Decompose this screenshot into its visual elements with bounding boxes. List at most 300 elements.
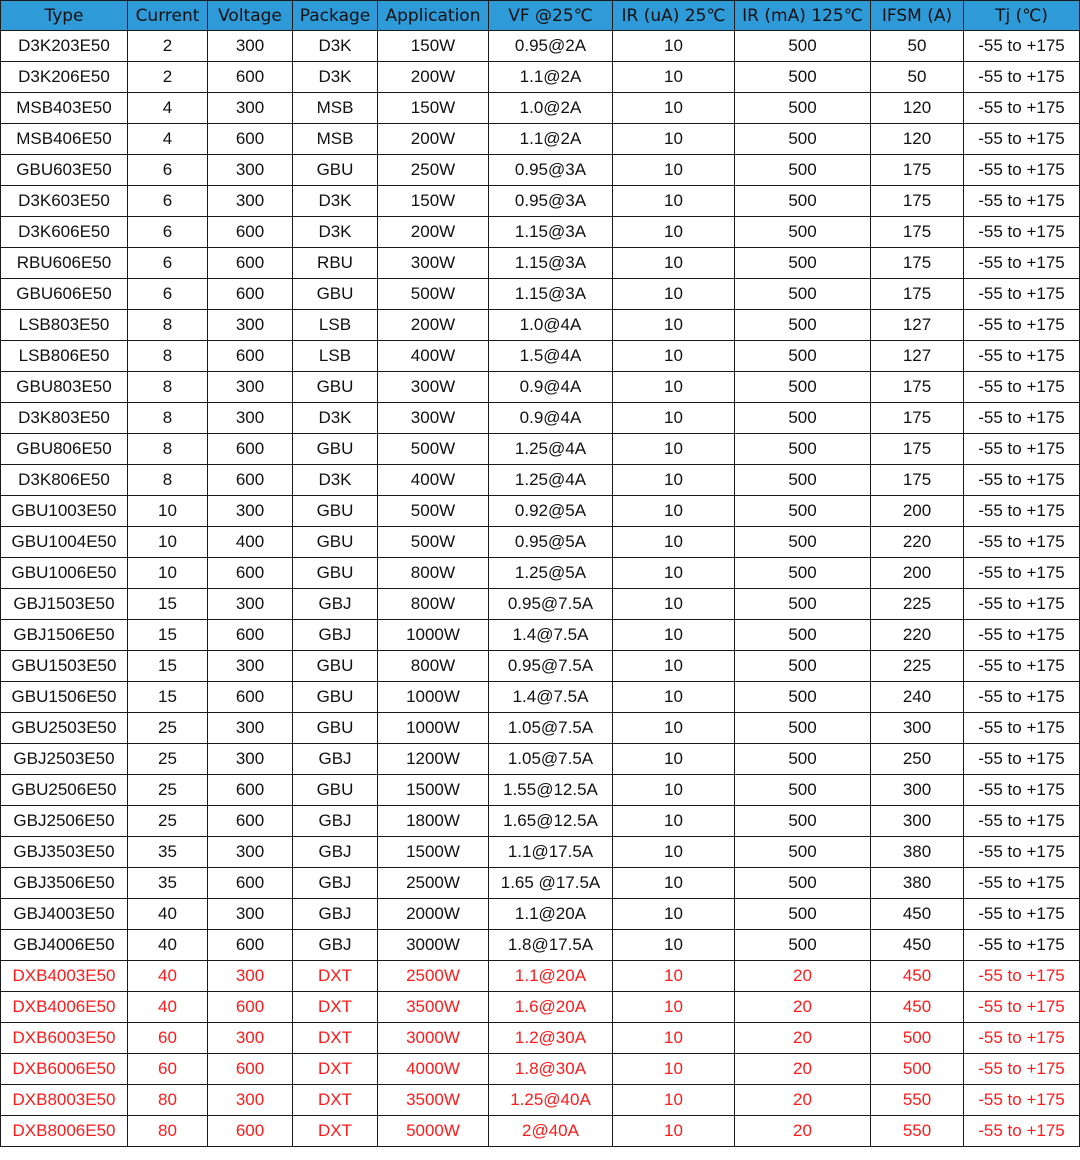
cell-ir-25c: 10: [613, 217, 735, 248]
cell-application: 3000W: [378, 1023, 489, 1054]
cell-type: LSB806E50: [1, 341, 128, 372]
cell-tj: -55 to +175: [964, 496, 1080, 527]
cell-ifsm: 175: [871, 434, 964, 465]
cell-tj: -55 to +175: [964, 682, 1080, 713]
cell-ir-25c: 10: [613, 496, 735, 527]
cell-tj: -55 to +175: [964, 1023, 1080, 1054]
cell-tj: -55 to +175: [964, 899, 1080, 930]
cell-tj: -55 to +175: [964, 1085, 1080, 1116]
cell-package: D3K: [293, 31, 378, 62]
cell-application: 1000W: [378, 713, 489, 744]
cell-ir-125c: 20: [735, 1085, 871, 1116]
cell-package: GBU: [293, 155, 378, 186]
cell-ir-125c: 500: [735, 527, 871, 558]
cell-type: DXB8003E50: [1, 1085, 128, 1116]
cell-ir-25c: 10: [613, 31, 735, 62]
cell-ir-25c: 10: [613, 186, 735, 217]
cell-vf: 1.1@20A: [489, 961, 613, 992]
cell-vf: 0.95@3A: [489, 186, 613, 217]
cell-vf: 0.9@4A: [489, 403, 613, 434]
cell-current: 6: [128, 155, 208, 186]
cell-vf: 1.8@30A: [489, 1054, 613, 1085]
cell-vf: 1.25@5A: [489, 558, 613, 589]
cell-ir-125c: 500: [735, 372, 871, 403]
cell-ifsm: 120: [871, 124, 964, 155]
cell-ir-125c: 500: [735, 837, 871, 868]
cell-current: 4: [128, 93, 208, 124]
cell-type: DXB4006E50: [1, 992, 128, 1023]
cell-voltage: 600: [208, 62, 293, 93]
table-row: [1, 992, 1080, 1023]
cell-ir-25c: 10: [613, 806, 735, 837]
header-current: Current: [128, 1, 208, 31]
cell-ir-125c: 500: [735, 62, 871, 93]
cell-vf: 1.65@12.5A: [489, 806, 613, 837]
cell-ifsm: 240: [871, 682, 964, 713]
cell-vf: 1.15@3A: [489, 248, 613, 279]
cell-application: 500W: [378, 496, 489, 527]
cell-type: MSB403E50: [1, 93, 128, 124]
cell-voltage: 300: [208, 899, 293, 930]
cell-ir-25c: 10: [613, 124, 735, 155]
cell-tj: -55 to +175: [964, 806, 1080, 837]
cell-ifsm: 450: [871, 992, 964, 1023]
cell-application: 150W: [378, 31, 489, 62]
cell-ir-25c: 10: [613, 403, 735, 434]
cell-type: GBU1004E50: [1, 527, 128, 558]
table-row: [1, 775, 1080, 806]
cell-ifsm: 175: [871, 279, 964, 310]
cell-ifsm: 175: [871, 217, 964, 248]
cell-type: GBU803E50: [1, 372, 128, 403]
table-row: [1, 651, 1080, 682]
cell-type: GBU2506E50: [1, 775, 128, 806]
table-row: [1, 899, 1080, 930]
cell-application: 250W: [378, 155, 489, 186]
cell-package: D3K: [293, 186, 378, 217]
cell-vf: 1.25@4A: [489, 465, 613, 496]
cell-ir-25c: 10: [613, 1023, 735, 1054]
cell-current: 8: [128, 341, 208, 372]
cell-current: 15: [128, 682, 208, 713]
cell-ir-25c: 10: [613, 465, 735, 496]
cell-ir-125c: 500: [735, 341, 871, 372]
cell-tj: -55 to +175: [964, 1116, 1080, 1147]
table-row: [1, 806, 1080, 837]
cell-voltage: 600: [208, 1054, 293, 1085]
header-tj: Tj (℃): [964, 1, 1080, 31]
cell-ifsm: 175: [871, 186, 964, 217]
header-vf-25c: VF @25℃: [489, 1, 613, 31]
cell-package: GBU: [293, 372, 378, 403]
cell-voltage: 300: [208, 310, 293, 341]
table-row: [1, 465, 1080, 496]
cell-type: GBJ3503E50: [1, 837, 128, 868]
cell-package: D3K: [293, 403, 378, 434]
cell-ir-125c: 500: [735, 465, 871, 496]
cell-application: 1500W: [378, 775, 489, 806]
cell-current: 25: [128, 806, 208, 837]
cell-ir-125c: 500: [735, 868, 871, 899]
cell-package: GBJ: [293, 744, 378, 775]
cell-current: 10: [128, 527, 208, 558]
cell-tj: -55 to +175: [964, 744, 1080, 775]
cell-ir-25c: 10: [613, 527, 735, 558]
cell-ir-125c: 500: [735, 558, 871, 589]
table-row: [1, 961, 1080, 992]
cell-ir-125c: 500: [735, 620, 871, 651]
cell-ir-25c: 10: [613, 992, 735, 1023]
cell-application: 1500W: [378, 837, 489, 868]
cell-package: GBU: [293, 682, 378, 713]
cell-voltage: 300: [208, 403, 293, 434]
cell-current: 6: [128, 248, 208, 279]
cell-ir-25c: 10: [613, 1116, 735, 1147]
cell-ir-25c: 10: [613, 961, 735, 992]
cell-current: 2: [128, 62, 208, 93]
cell-ir-125c: 20: [735, 992, 871, 1023]
header-row: [1, 1, 1080, 31]
cell-type: DXB4003E50: [1, 961, 128, 992]
cell-voltage: 600: [208, 217, 293, 248]
cell-current: 40: [128, 899, 208, 930]
cell-type: D3K606E50: [1, 217, 128, 248]
cell-ir-25c: 10: [613, 62, 735, 93]
cell-voltage: 600: [208, 124, 293, 155]
cell-ir-125c: 500: [735, 744, 871, 775]
cell-voltage: 600: [208, 279, 293, 310]
cell-package: GBJ: [293, 589, 378, 620]
cell-current: 6: [128, 217, 208, 248]
table-row: [1, 248, 1080, 279]
table-row: [1, 744, 1080, 775]
cell-type: DXB6003E50: [1, 1023, 128, 1054]
table-row: [1, 527, 1080, 558]
cell-ir-25c: 10: [613, 434, 735, 465]
cell-ifsm: 175: [871, 403, 964, 434]
cell-ifsm: 450: [871, 899, 964, 930]
cell-application: 3000W: [378, 930, 489, 961]
cell-ir-125c: 500: [735, 713, 871, 744]
cell-current: 15: [128, 651, 208, 682]
cell-ir-125c: 20: [735, 1054, 871, 1085]
cell-application: 2000W: [378, 899, 489, 930]
cell-application: 3500W: [378, 992, 489, 1023]
cell-current: 2: [128, 31, 208, 62]
cell-application: 2500W: [378, 961, 489, 992]
table-row: [1, 155, 1080, 186]
cell-ifsm: 50: [871, 31, 964, 62]
cell-ifsm: 175: [871, 248, 964, 279]
cell-vf: 1.4@7.5A: [489, 682, 613, 713]
cell-voltage: 600: [208, 992, 293, 1023]
cell-current: 25: [128, 713, 208, 744]
cell-vf: 1.55@12.5A: [489, 775, 613, 806]
cell-tj: -55 to +175: [964, 527, 1080, 558]
cell-voltage: 600: [208, 620, 293, 651]
cell-application: 400W: [378, 341, 489, 372]
cell-application: 1800W: [378, 806, 489, 837]
cell-current: 60: [128, 1023, 208, 1054]
cell-type: D3K806E50: [1, 465, 128, 496]
cell-vf: 1.15@3A: [489, 217, 613, 248]
cell-current: 6: [128, 186, 208, 217]
cell-voltage: 600: [208, 930, 293, 961]
cell-current: 25: [128, 744, 208, 775]
cell-application: 3500W: [378, 1085, 489, 1116]
cell-ifsm: 380: [871, 868, 964, 899]
cell-ifsm: 175: [871, 155, 964, 186]
table-row: [1, 1054, 1080, 1085]
cell-type: GBU1503E50: [1, 651, 128, 682]
cell-voltage: 300: [208, 961, 293, 992]
cell-ir-25c: 10: [613, 558, 735, 589]
cell-ifsm: 250: [871, 744, 964, 775]
cell-type: MSB406E50: [1, 124, 128, 155]
table-row: [1, 1085, 1080, 1116]
cell-vf: 1.15@3A: [489, 279, 613, 310]
cell-vf: 0.95@5A: [489, 527, 613, 558]
cell-voltage: 300: [208, 713, 293, 744]
cell-ir-25c: 10: [613, 651, 735, 682]
cell-voltage: 600: [208, 682, 293, 713]
cell-type: GBJ1506E50: [1, 620, 128, 651]
cell-vf: 0.95@2A: [489, 31, 613, 62]
cell-package: GBJ: [293, 930, 378, 961]
cell-package: MSB: [293, 93, 378, 124]
table-row: [1, 682, 1080, 713]
cell-vf: 1.0@2A: [489, 93, 613, 124]
table-row: [1, 434, 1080, 465]
cell-ifsm: 300: [871, 775, 964, 806]
cell-package: GBU: [293, 775, 378, 806]
cell-package: GBU: [293, 651, 378, 682]
cell-ir-25c: 10: [613, 713, 735, 744]
cell-vf: 1.1@20A: [489, 899, 613, 930]
cell-vf: 1.2@30A: [489, 1023, 613, 1054]
cell-package: GBU: [293, 713, 378, 744]
table-row: [1, 186, 1080, 217]
cell-ir-125c: 500: [735, 403, 871, 434]
cell-ifsm: 200: [871, 496, 964, 527]
cell-current: 6: [128, 279, 208, 310]
cell-tj: -55 to +175: [964, 93, 1080, 124]
cell-ir-125c: 500: [735, 186, 871, 217]
table-row: [1, 1116, 1080, 1147]
cell-package: GBU: [293, 279, 378, 310]
cell-ir-25c: 10: [613, 248, 735, 279]
cell-tj: -55 to +175: [964, 155, 1080, 186]
cell-current: 40: [128, 930, 208, 961]
cell-current: 80: [128, 1116, 208, 1147]
cell-application: 5000W: [378, 1116, 489, 1147]
cell-application: 1000W: [378, 682, 489, 713]
table-row: [1, 403, 1080, 434]
cell-ir-125c: 500: [735, 899, 871, 930]
cell-type: GBJ1503E50: [1, 589, 128, 620]
cell-voltage: 300: [208, 93, 293, 124]
cell-type: LSB803E50: [1, 310, 128, 341]
cell-ir-25c: 10: [613, 899, 735, 930]
cell-application: 150W: [378, 93, 489, 124]
cell-package: DXT: [293, 1023, 378, 1054]
table-row: [1, 713, 1080, 744]
table-row: [1, 31, 1080, 62]
cell-ifsm: 500: [871, 1054, 964, 1085]
cell-package: GBU: [293, 496, 378, 527]
table-body: [1, 31, 1080, 1147]
cell-application: 300W: [378, 372, 489, 403]
cell-tj: -55 to +175: [964, 279, 1080, 310]
cell-ir-125c: 500: [735, 31, 871, 62]
cell-ifsm: 380: [871, 837, 964, 868]
cell-vf: 1.4@7.5A: [489, 620, 613, 651]
cell-tj: -55 to +175: [964, 465, 1080, 496]
cell-tj: -55 to +175: [964, 124, 1080, 155]
cell-type: GBJ4006E50: [1, 930, 128, 961]
cell-ifsm: 450: [871, 930, 964, 961]
cell-vf: 2@40A: [489, 1116, 613, 1147]
cell-vf: 1.05@7.5A: [489, 713, 613, 744]
cell-vf: 0.95@7.5A: [489, 651, 613, 682]
cell-ir-125c: 500: [735, 682, 871, 713]
table-row: [1, 496, 1080, 527]
cell-ifsm: 500: [871, 1023, 964, 1054]
cell-voltage: 300: [208, 1085, 293, 1116]
table-row: [1, 279, 1080, 310]
cell-tj: -55 to +175: [964, 434, 1080, 465]
cell-tj: -55 to +175: [964, 310, 1080, 341]
cell-current: 15: [128, 589, 208, 620]
cell-tj: -55 to +175: [964, 62, 1080, 93]
cell-voltage: 600: [208, 465, 293, 496]
cell-ir-125c: 500: [735, 155, 871, 186]
cell-voltage: 300: [208, 372, 293, 403]
cell-application: 200W: [378, 62, 489, 93]
cell-tj: -55 to +175: [964, 961, 1080, 992]
cell-ir-25c: 10: [613, 744, 735, 775]
cell-current: 40: [128, 992, 208, 1023]
cell-ir-125c: 20: [735, 1023, 871, 1054]
cell-ir-125c: 500: [735, 93, 871, 124]
cell-tj: -55 to +175: [964, 403, 1080, 434]
cell-vf: 0.9@4A: [489, 372, 613, 403]
cell-package: GBU: [293, 527, 378, 558]
cell-application: 500W: [378, 527, 489, 558]
cell-current: 40: [128, 961, 208, 992]
cell-ir-25c: 10: [613, 620, 735, 651]
cell-type: D3K203E50: [1, 31, 128, 62]
cell-application: 4000W: [378, 1054, 489, 1085]
cell-tj: -55 to +175: [964, 186, 1080, 217]
cell-ir-25c: 10: [613, 682, 735, 713]
cell-vf: 1.05@7.5A: [489, 744, 613, 775]
cell-package: LSB: [293, 310, 378, 341]
cell-tj: -55 to +175: [964, 1054, 1080, 1085]
cell-application: 1200W: [378, 744, 489, 775]
cell-ifsm: 120: [871, 93, 964, 124]
cell-package: GBU: [293, 434, 378, 465]
cell-ifsm: 127: [871, 310, 964, 341]
cell-type: GBU1006E50: [1, 558, 128, 589]
cell-tj: -55 to +175: [964, 930, 1080, 961]
header-voltage: Voltage: [208, 1, 293, 31]
cell-type: GBU603E50: [1, 155, 128, 186]
cell-application: 200W: [378, 217, 489, 248]
cell-package: RBU: [293, 248, 378, 279]
cell-ifsm: 175: [871, 465, 964, 496]
table-row: [1, 868, 1080, 899]
cell-application: 800W: [378, 558, 489, 589]
cell-ir-25c: 10: [613, 155, 735, 186]
header-ifsm: IFSM (A): [871, 1, 964, 31]
cell-vf: 0.95@7.5A: [489, 589, 613, 620]
cell-voltage: 300: [208, 496, 293, 527]
table-row: [1, 372, 1080, 403]
cell-tj: -55 to +175: [964, 31, 1080, 62]
cell-ifsm: 300: [871, 713, 964, 744]
cell-type: GBJ2503E50: [1, 744, 128, 775]
cell-tj: -55 to +175: [964, 341, 1080, 372]
cell-tj: -55 to +175: [964, 372, 1080, 403]
cell-ir-25c: 10: [613, 310, 735, 341]
cell-ir-125c: 500: [735, 651, 871, 682]
cell-vf: 1.1@2A: [489, 124, 613, 155]
cell-voltage: 600: [208, 868, 293, 899]
cell-ir-125c: 20: [735, 1116, 871, 1147]
cell-type: DXB8006E50: [1, 1116, 128, 1147]
cell-package: GBJ: [293, 806, 378, 837]
cell-tj: -55 to +175: [964, 589, 1080, 620]
table-row: [1, 930, 1080, 961]
cell-current: 35: [128, 837, 208, 868]
cell-tj: -55 to +175: [964, 992, 1080, 1023]
cell-current: 4: [128, 124, 208, 155]
cell-ifsm: 220: [871, 620, 964, 651]
cell-voltage: 600: [208, 1116, 293, 1147]
cell-ifsm: 225: [871, 651, 964, 682]
cell-application: 300W: [378, 248, 489, 279]
cell-voltage: 300: [208, 155, 293, 186]
cell-tj: -55 to +175: [964, 775, 1080, 806]
cell-vf: 1.5@4A: [489, 341, 613, 372]
cell-ifsm: 225: [871, 589, 964, 620]
header-application: Application: [378, 1, 489, 31]
cell-vf: 1.0@4A: [489, 310, 613, 341]
cell-vf: 0.92@5A: [489, 496, 613, 527]
cell-ir-125c: 20: [735, 961, 871, 992]
cell-voltage: 600: [208, 341, 293, 372]
cell-tj: -55 to +175: [964, 558, 1080, 589]
cell-type: D3K603E50: [1, 186, 128, 217]
cell-application: 300W: [378, 403, 489, 434]
cell-vf: 1.25@4A: [489, 434, 613, 465]
table-row: [1, 837, 1080, 868]
cell-voltage: 600: [208, 775, 293, 806]
cell-current: 8: [128, 434, 208, 465]
cell-tj: -55 to +175: [964, 837, 1080, 868]
cell-type: D3K803E50: [1, 403, 128, 434]
header-ir-ma-125c: IR (mA) 125℃: [735, 1, 871, 31]
cell-tj: -55 to +175: [964, 620, 1080, 651]
cell-application: 200W: [378, 310, 489, 341]
cell-current: 25: [128, 775, 208, 806]
cell-ifsm: 300: [871, 806, 964, 837]
cell-ir-25c: 10: [613, 279, 735, 310]
cell-ir-125c: 500: [735, 217, 871, 248]
cell-ir-125c: 500: [735, 248, 871, 279]
cell-package: DXT: [293, 992, 378, 1023]
